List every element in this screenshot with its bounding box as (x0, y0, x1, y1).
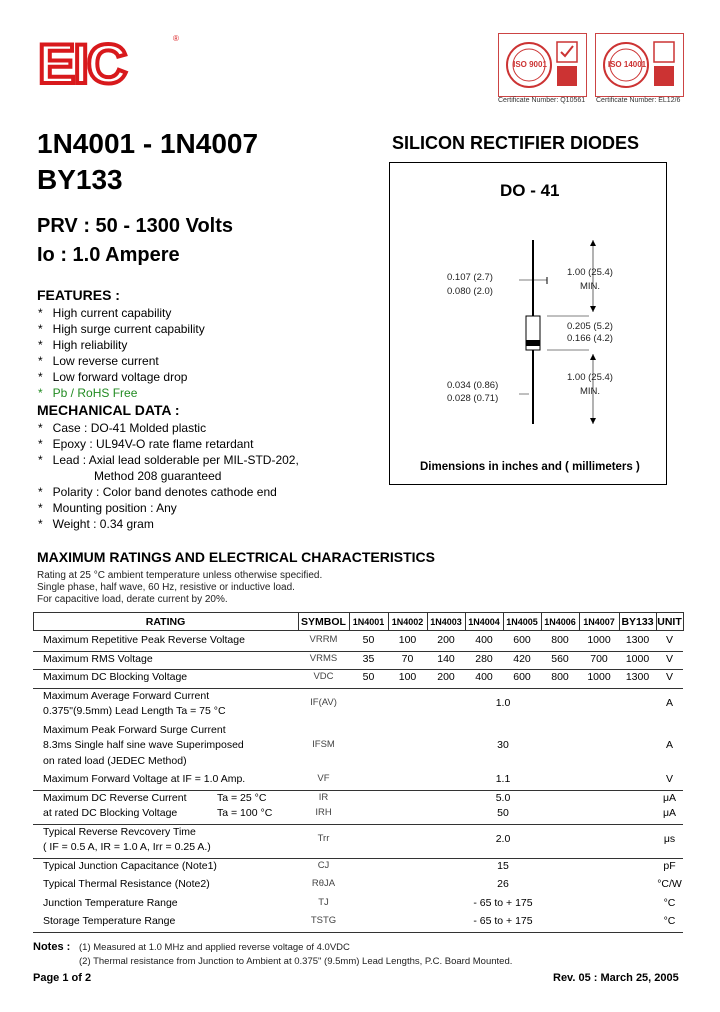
cert-caption-2: Certificate Number: EL12/6 (596, 97, 681, 104)
rating-label: on rated load (JEDEC Method) (43, 754, 187, 767)
value: 50 (362, 671, 375, 683)
rating-label: Storage Temperature Range (43, 915, 176, 927)
unit: V (665, 671, 673, 683)
col-rule (683, 612, 684, 631)
value: 1000 (587, 634, 611, 646)
mech-item: * Lead : Axial lead solderable per MIL-STD-202, (38, 453, 299, 467)
dim-wire-dia-2: 0.028 (0.71) (447, 393, 499, 404)
value: - 65 to + 175 (473, 915, 533, 927)
col-rule (656, 612, 657, 631)
unit: V (665, 652, 673, 665)
value: 100 (398, 671, 417, 683)
col-rule (619, 612, 620, 631)
row-rule (33, 651, 683, 652)
symbol: VRMS (309, 652, 338, 664)
value: 140 (437, 652, 455, 665)
row-rule (33, 932, 683, 933)
col-rule (465, 612, 466, 631)
rating-note: Single phase, half wave, 60 Hz, resistive or inductive load. (37, 582, 295, 593)
rating-label: Maximum RMS Voltage (43, 652, 153, 665)
value: 560 (551, 652, 569, 665)
table-header: 1N4002 (391, 617, 424, 627)
value: 15 (497, 859, 509, 872)
part-number-title: 1N4001 - 1N4007 (37, 128, 259, 159)
value: 420 (513, 652, 531, 665)
value: 700 (590, 652, 608, 665)
table-header: 1N4001 (352, 617, 385, 627)
dim-body-len-1: 0.205 (5.2) (567, 321, 613, 332)
value: 400 (475, 634, 493, 646)
rating-note: Rating at 25 °C ambient temperature unless otherwise specified. (37, 570, 323, 581)
value: 1.0 (495, 697, 511, 710)
rating-label: 8.3ms Single half sine wave Superimposed (43, 739, 244, 751)
symbol: IF(AV) (310, 697, 337, 709)
table-header: SYMBOL (301, 616, 346, 628)
dim-bot-len-2: MIN. (580, 386, 601, 397)
value: 600 (513, 634, 531, 646)
value: 100 (398, 634, 417, 646)
header-rule (33, 630, 683, 631)
table-header: 1N4003 (430, 617, 462, 627)
mech-item: * Weight : 0.34 gram (38, 517, 154, 531)
col-rule (579, 612, 580, 631)
feature-item: * Low reverse current (38, 354, 159, 368)
value: 70 (401, 652, 414, 665)
value: 2.0 (495, 833, 511, 846)
value: 280 (475, 652, 493, 665)
col-rule (349, 612, 350, 631)
do41-diagram (389, 162, 665, 452)
package-caption: Dimensions in inches and ( millimeters ) (420, 461, 640, 473)
revision: Rev. 05 : March 25, 2005 (553, 972, 679, 984)
mech-item: * Case : DO-41 Molded plastic (38, 421, 207, 435)
iso14001-badge (595, 33, 684, 97)
value: 1300 (625, 671, 650, 683)
value: 800 (551, 634, 569, 646)
rating-label: Maximum Peak Forward Surge Current (43, 723, 226, 736)
value: 400 (475, 671, 493, 683)
table-header: 1N4007 (583, 617, 615, 627)
symbol: VDC (313, 671, 334, 682)
package-name: DO - 41 (500, 181, 560, 200)
unit: V (665, 634, 673, 646)
feature-item: * High reliability (38, 338, 128, 352)
unit: °C (663, 896, 676, 909)
mech-item: * Polarity : Color band denotes cathode end (38, 485, 277, 499)
value: 50 (497, 807, 509, 819)
table-top-rule (33, 612, 683, 613)
page-number: Page 1 of 2 (33, 972, 92, 984)
rating-label: Maximum DC Blocking Voltage (43, 671, 188, 683)
value: 1000 (625, 652, 650, 665)
dim-bot-len-1: 1.00 (25.4) (567, 372, 613, 383)
mechanical-heading: MECHANICAL DATA : (37, 402, 180, 418)
value: 5.0 (495, 791, 511, 804)
table-header: BY133 (621, 616, 654, 628)
value: - 65 to + 175 (473, 896, 533, 909)
features-heading: FEATURES : (37, 287, 120, 303)
rating-label: Typical Thermal Resistance (Note2) (43, 878, 210, 890)
unit: pF (663, 859, 676, 872)
symbol: IR (318, 791, 329, 803)
rating-note: For capacitive load, derate current by 20%. (37, 594, 228, 605)
rating-label: Maximum Repetitive Peak Reverse Voltage (43, 634, 245, 646)
rating-condition: Ta = 100 °C (217, 807, 273, 819)
feature-item: * Low forward voltage drop (38, 370, 188, 384)
value: 26 (497, 878, 509, 890)
mech-item: * Mounting position : Any (38, 501, 177, 515)
mech-item-cont: Method 208 guaranteed (94, 469, 222, 483)
features-list (38, 305, 205, 401)
ratings-notes (37, 570, 322, 606)
symbol: RθJA (311, 878, 336, 889)
table-header: 1N4006 (544, 617, 576, 627)
dim-body-len-2: 0.166 (4.2) (567, 333, 613, 344)
notes-label: Notes : (33, 941, 71, 953)
registered-mark: ® (173, 34, 179, 43)
unit: V (665, 773, 673, 785)
ratings-heading: MAXIMUM RATINGS AND ELECTRICAL CHARACTERISTICS (37, 549, 435, 565)
eic-logo: EIC (38, 32, 126, 95)
rating-label: Junction Temperature Range (43, 896, 178, 909)
rating-label: Maximum Forward Voltage at IF = 1.0 Amp. (43, 773, 246, 785)
symbol: TJ (318, 896, 329, 908)
unit: μA (662, 791, 677, 804)
col-rule (427, 612, 428, 631)
unit: μA (662, 807, 677, 819)
rating-label: ( IF = 0.5 A, IR = 1.0 A, Irr = 0.25 A.) (43, 841, 211, 853)
subtitle: SILICON RECTIFIER DIODES (392, 133, 640, 153)
unit: μs (663, 833, 676, 846)
symbol: TSTG (310, 915, 337, 926)
row-rule (33, 790, 683, 791)
value: 200 (437, 671, 455, 683)
io-spec: Io : 1.0 Ampere (37, 244, 180, 266)
dim-top-len-1: 1.00 (25.4) (567, 267, 613, 278)
row-rule (33, 858, 683, 859)
table-header: 1N4005 (506, 617, 538, 627)
col-rule (541, 612, 542, 631)
iso9001-badge (498, 33, 587, 97)
row-rule (33, 669, 683, 670)
symbol: IRH (315, 807, 332, 818)
rating-condition: Ta = 25 °C (217, 791, 267, 804)
mechanical-list (38, 420, 299, 532)
col-rule (388, 612, 389, 631)
table-header: 1N4004 (468, 617, 500, 627)
mech-item: * Epoxy : UL94V-O rate flame retardant (38, 437, 254, 451)
row-rule (33, 688, 683, 689)
feature-item: * High surge current capability (38, 322, 205, 336)
value: 30 (497, 739, 509, 751)
value: 1.1 (495, 773, 511, 785)
note-2: (2) Thermal resistance from Junction to Ambient at 0.375" (9.5mm) Lead Lengths, P.C. Board Mounted. (79, 956, 513, 967)
value: 35 (362, 652, 375, 665)
table-header: RATING (145, 616, 186, 628)
unit: A (665, 739, 673, 751)
rating-label: Maximum Average Forward Current (43, 689, 210, 702)
symbol: VF (317, 773, 330, 784)
rating-label: 0.375"(9.5mm) Lead Length Ta = 75 °C (43, 705, 226, 717)
prv-spec: PRV : 50 - 1300 Volts (37, 215, 234, 237)
feature-item: * High current capability (38, 306, 172, 320)
rating-label: Maximum DC Reverse Current (43, 791, 187, 804)
ratings-table (33, 612, 683, 932)
col-rule (503, 612, 504, 631)
value: 50 (362, 634, 375, 646)
value: 600 (513, 671, 531, 683)
value: 1000 (587, 671, 611, 683)
feature-item-rohs: * Pb / RoHS Free (38, 386, 138, 400)
rating-label: Typical Reverse Revcovery Time (43, 825, 196, 838)
rating-label: at rated DC Blocking Voltage (43, 807, 178, 819)
cert-caption-1: Certificate Number: Q10561 (498, 97, 586, 104)
value: 800 (551, 671, 569, 683)
dim-wire-dia-1: 0.034 (0.86) (447, 380, 499, 391)
alt-part-title: BY133 (37, 164, 123, 195)
table-header: UNIT (657, 616, 682, 628)
row-rule (33, 824, 683, 825)
col-rule (298, 612, 299, 631)
iso14001-label: ISO 14001 (607, 60, 647, 69)
col-rule (33, 612, 34, 631)
value: 200 (437, 634, 455, 646)
unit: °C (663, 915, 676, 927)
value: 1300 (625, 634, 650, 646)
symbol: IFSM (312, 739, 335, 750)
unit: A (665, 697, 673, 710)
unit: °C/W (657, 878, 682, 890)
iso9001-label: ISO 9001 (513, 60, 547, 69)
note-1: (1) Measured at 1.0 MHz and applied reverse voltage of 4.0VDC (79, 942, 350, 953)
dim-lead-dia-2: 0.080 (2.0) (447, 286, 493, 297)
rating-label: Typical Junction Capacitance (Note1) (43, 859, 217, 872)
symbol: CJ (317, 859, 330, 871)
dim-top-len-2: MIN. (580, 281, 601, 292)
symbol: Trr (317, 833, 330, 845)
symbol: VRRM (309, 634, 338, 645)
dim-lead-dia-1: 0.107 (2.7) (447, 272, 493, 283)
